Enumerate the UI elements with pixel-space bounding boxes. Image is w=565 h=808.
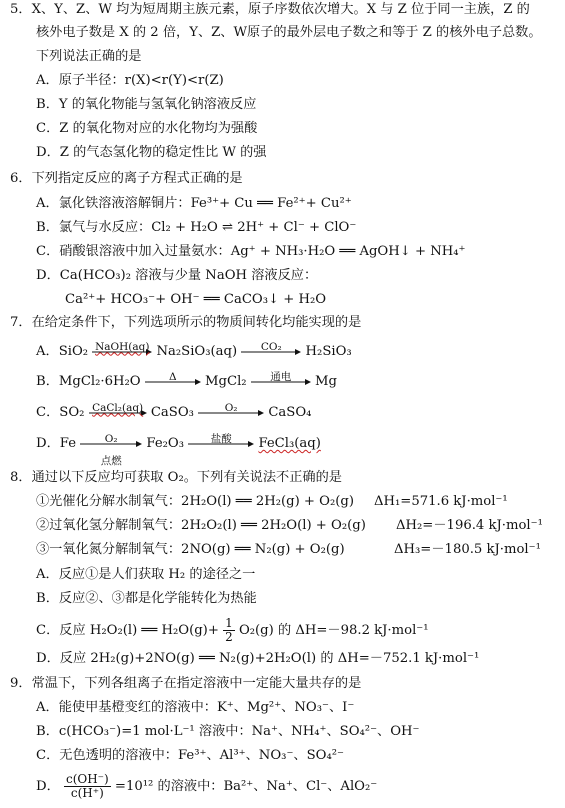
- q8-reaction-3-dh: ΔH₃=－180.5 kJ·mol⁻¹: [394, 542, 541, 557]
- q7d-label: D．: [36, 436, 60, 451]
- q7d-arrow2: [188, 432, 254, 448]
- q7a-cond1: NaOH(aq): [95, 340, 150, 353]
- q5-stem-line3: 下列说法正确的是: [36, 49, 142, 64]
- q7d-arrow1: [80, 432, 142, 467]
- q5-stem-line2: 核外电子数是 X 的 2 倍，Y、Z、W原子的最外层电子数之和等于 Z 的核外电子总数。: [36, 25, 542, 40]
- q9d-part2: =10¹² 的溶液中：Ba²⁺、Na⁺、Cl⁻、AlO₂⁻: [114, 779, 378, 794]
- q5-option-a: A．原子半径：r(X)<r(Y)<r(Z): [36, 73, 224, 88]
- q7c-label: C．: [36, 405, 60, 420]
- q7a-s2: Na₂SiO₃(aq): [156, 344, 238, 359]
- q7b-arrow2: [251, 370, 311, 386]
- q7d-cond1: O₂: [104, 432, 118, 445]
- q7d-cond1b: 点燃: [100, 454, 122, 467]
- q8-reaction-2: ②过氧化氢分解制氧气：2H₂O₂(l) ══ 2H₂O(l) + O₂(g): [36, 518, 366, 533]
- q8c-part2: O₂(g) 的 ΔH=－98.2 kJ·mol⁻¹: [238, 623, 429, 638]
- q8c-part1: C．反应 H₂O₂(l) ══ H₂O(g)+: [36, 623, 219, 638]
- q7-stem: 7．在给定条件下，下列选项所示的物质间转化均能实现的是: [10, 315, 362, 330]
- q9-option-b: B．c(HCO₃⁻)=1 mol·L⁻¹ 溶液中：Na⁺、NH₄⁺、SO₄²⁻、OH⁻: [36, 724, 420, 739]
- q8-option-c: [36, 617, 429, 644]
- q7c-arrow2: [198, 401, 264, 417]
- q9-option-d: [36, 773, 377, 800]
- q9-stem: 9．常温下，下列各组离子在指定溶液中一定能大量共存的是: [10, 676, 362, 691]
- q8-reaction-2-dh: ΔH₂=－196.4 kJ·mol⁻¹: [396, 518, 543, 533]
- q7c-arrow1: [89, 401, 147, 417]
- q5-stem-line1: 5．X、Y、Z、W 均为短周期主族元素，原子序数依次增大。X 与 Z 位于同一主族，Z 的: [10, 2, 530, 17]
- q7a-s1: SiO₂: [58, 344, 89, 359]
- q9d-label: D．: [36, 779, 60, 794]
- q9-option-c: C．无色透明的溶液中：Fe³⁺、Al³⁺、NO₃⁻、SO₄²⁻: [36, 748, 344, 763]
- q8-reaction-3: ③一氧化氮分解制氧气：2NO(g) ══ N₂(g) + O₂(g): [36, 542, 345, 557]
- q7-option-b: [36, 370, 337, 391]
- q7c-s1: SO₂: [59, 405, 85, 420]
- q8c-fraction: [223, 617, 235, 644]
- q7a-cond2: CO₂: [260, 340, 282, 353]
- q7d-s2: Fe₂O₃: [146, 436, 185, 451]
- q6-option-c: C．硝酸银溶液中加入过量氨水：Ag⁺ + NH₃·H₂O ══ AgOH↓ + NH₄⁺: [36, 244, 466, 259]
- q8-reaction-1: ①光催化分解水制氧气：2H₂O(l) ══ 2H₂(g) + O₂(g): [36, 494, 354, 509]
- q7b-s2: MgCl₂: [205, 374, 247, 389]
- q7c-s2: CaSO₃: [150, 405, 194, 420]
- q8c-denominator: 2: [225, 630, 233, 644]
- q5-option-d: D．Z 的气态氢化物的稳定性比 W 的强: [36, 145, 267, 160]
- q7-option-c: [36, 401, 312, 422]
- q7b-cond2: 通电: [270, 370, 292, 383]
- q6-option-d-line1: D．Ca(HCO₃)₂ 溶液与少量 NaOH 溶液反应：: [36, 268, 318, 283]
- q7d-s1: Fe: [59, 436, 76, 451]
- q7b-cond1: Δ: [169, 370, 177, 383]
- q7c-cond1: CaCl₂(aq): [92, 401, 144, 414]
- q7b-s1: MgCl₂·6H₂O: [58, 374, 141, 389]
- q8-option-b: B．反应②、③都是化学能转化为热能: [36, 591, 257, 606]
- q6-option-b: B．氯气与水反应：Cl₂ + H₂O ⇌ 2H⁺ + Cl⁻ + ClO⁻: [36, 220, 357, 235]
- q7a-arrow1: [92, 340, 152, 356]
- q8-option-a: A．反应①是人们获取 H₂ 的途径之一: [36, 567, 256, 582]
- q5-option-c: C．Z 的氧化物对应的水化物均为强酸: [36, 121, 258, 136]
- q9d-numerator: c(OH⁻): [65, 772, 109, 786]
- q6-option-a: A．氯化铁溶液溶解铜片：Fe³⁺+ Cu ══ Fe²⁺+ Cu²⁺: [36, 196, 352, 211]
- q7a-s3: H₂SiO₃: [305, 344, 352, 359]
- q8-stem: 8．通过以下反应均可获取 O₂。下列有关说法不正确的是: [10, 470, 342, 485]
- q9d-denominator: c(H⁺): [70, 786, 104, 800]
- q7c-s3: CaSO₄: [268, 405, 312, 420]
- q8-option-d: D．反应 2H₂(g)+2NO(g) ══ N₂(g)+2H₂O(l) 的 ΔH=－752.1 kJ·mol⁻¹: [36, 651, 480, 666]
- q7a-arrow2: [241, 340, 301, 356]
- q8-reaction-1-dh: ΔH₁=571.6 kJ·mol⁻¹: [374, 494, 508, 509]
- q7-option-d: [36, 432, 321, 467]
- q7a-label: A．: [36, 344, 59, 359]
- q7-option-a: [36, 340, 352, 361]
- q6-option-d-line2: Ca²⁺+ HCO₃⁻+ OH⁻ ══ CaCO₃↓ + H₂O: [65, 292, 327, 307]
- q7b-label: B．: [36, 374, 59, 389]
- q5-option-b: B．Y 的氧化物能与氢氧化钠溶液反应: [36, 97, 257, 112]
- q9-option-a: A．能使甲基橙变红的溶液中：K⁺、Mg²⁺、NO₃⁻、I⁻: [36, 700, 355, 715]
- q6-stem: 6．下列指定反应的离子方程式正确的是: [10, 171, 243, 186]
- q7d-s3: FeCl₃(aq): [258, 436, 321, 451]
- q7b-arrow1: [145, 370, 201, 386]
- q7d-cond2: 盐酸: [210, 432, 232, 445]
- q9d-fraction: [64, 773, 111, 800]
- q8c-numerator: 1: [225, 616, 233, 630]
- q7c-cond2: O₂: [224, 401, 238, 414]
- q7b-s3: Mg: [314, 374, 337, 389]
